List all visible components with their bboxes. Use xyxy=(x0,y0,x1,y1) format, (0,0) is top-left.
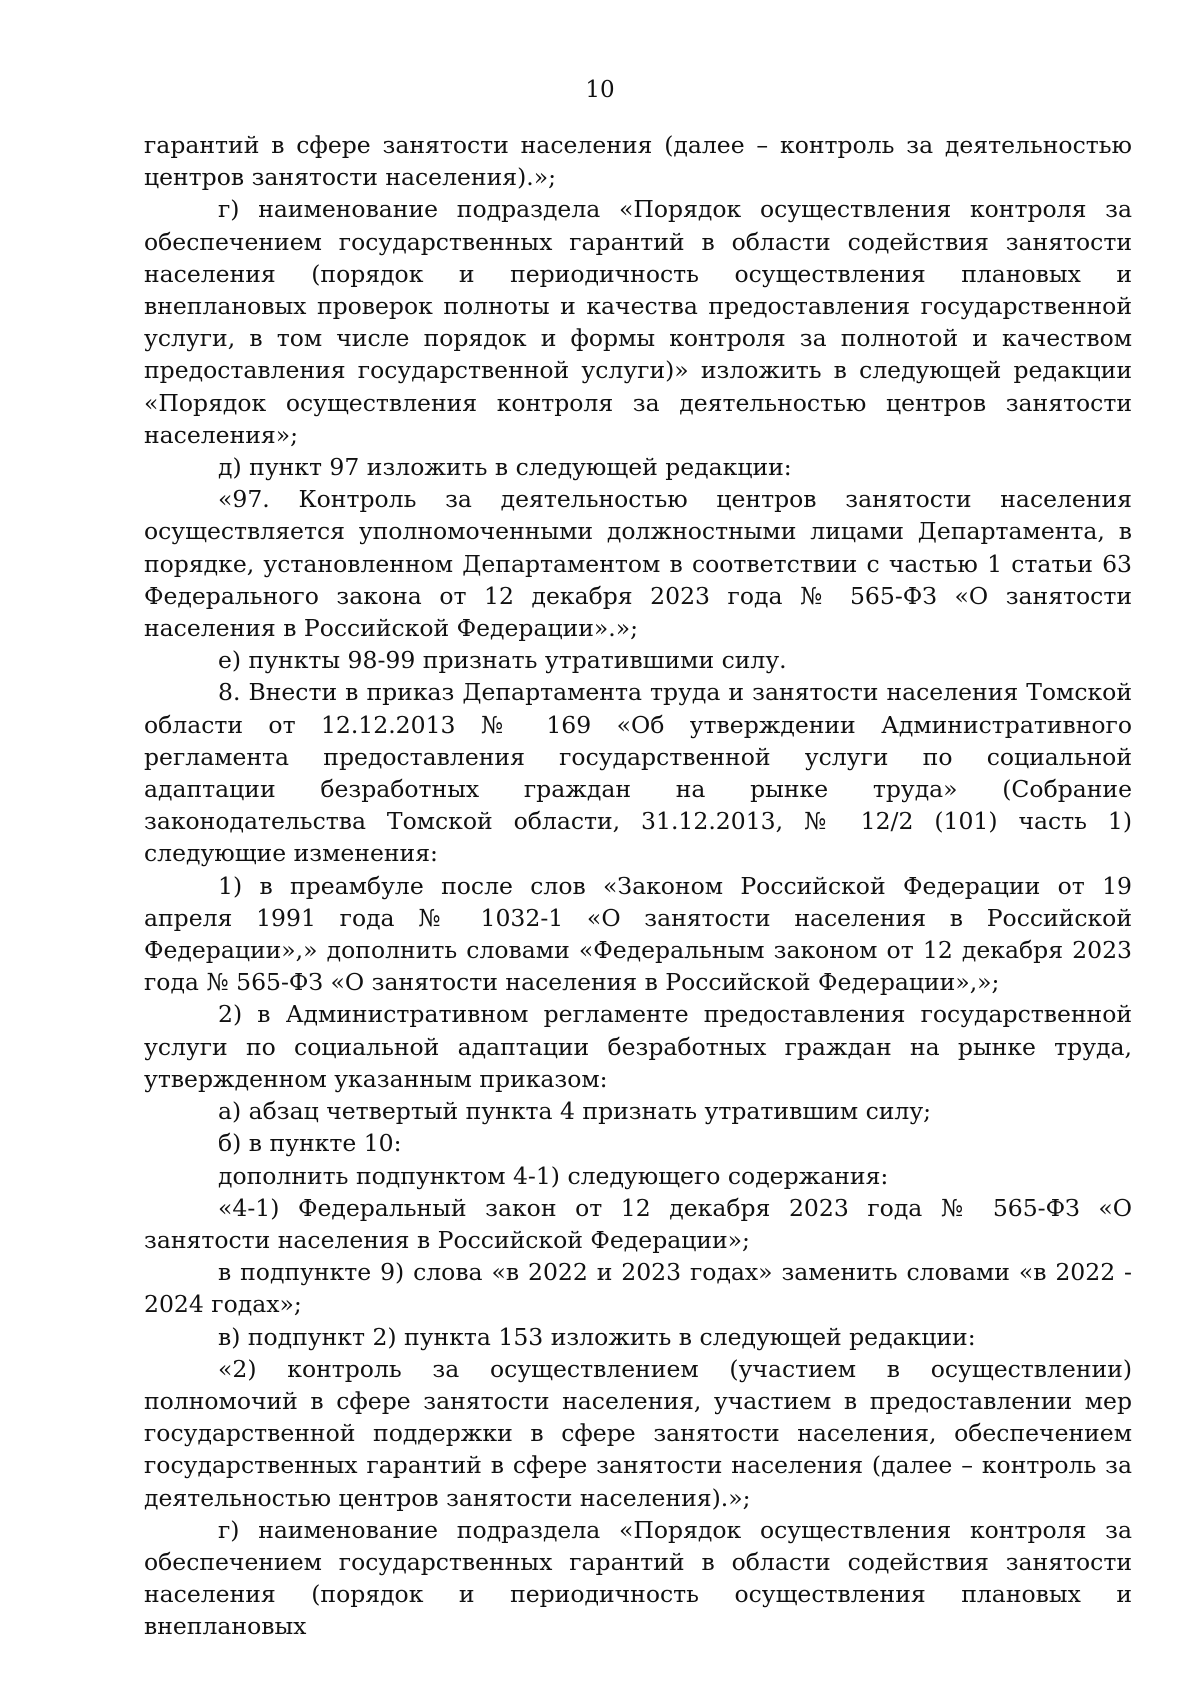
paragraph: а) абзац четвертый пункта 4 признать утратившим силу; xyxy=(218,1097,932,1126)
page-number: 10 xyxy=(585,77,615,103)
paragraph: «2) контроль за осуществлением (участием в осуществлении) полномочий в сфере занятости населения, участием в предоставлении мер государственной поддержки в сфере занятости населения, обеспечением государственных гарантий в сфере занятости населения (далее – контроль за деятельностью центров занятости населения).»; xyxy=(144,1354,1132,1512)
paragraph: г) наименование подраздела «Порядок осуществления контроля за обеспечением государственных гарантий в области содействия занятости населения (порядок и периодичность осуществления плановых и внеплановых проверок полноты и качества предоставления государственной услуги, в том числе порядок и формы контроля за полнотой и качеством предоставления государственной услуги)» изложить в следующей редакции «Порядок осуществления контроля за деятельностью центров занятости населения»; xyxy=(144,195,1132,449)
paragraph: в) подпункт 2) пункта 153 изложить в следующей редакции: xyxy=(218,1322,976,1351)
paragraph: г) наименование подраздела «Порядок осуществления контроля за обеспечением государственных гарантий в области содействия занятости населения (порядок и периодичность осуществления плановых и внеплановых xyxy=(144,1515,1132,1641)
paragraph: «4-1) Федеральный закон от 12 декабря 2023 года № 565-ФЗ «О занятости населения в Российской Федерации»; xyxy=(144,1193,1132,1254)
paragraph: е) пункты 98-99 признать утратившими силу. xyxy=(218,646,787,675)
paragraph: дополнить подпунктом 4-1) следующего содержания: xyxy=(218,1161,889,1190)
paragraph: 1) в преамбуле после слов «Законом Российской Федерации от 19 апреля 1991 года № 1032-1 «О занятости населения в Российской Федерации»,» дополнить словами «Федеральным законом от 12 декабря 2023 года № 565-ФЗ «О занятости населения в Российской Федерации»,»; xyxy=(144,871,1132,997)
paragraph: 2) в Административном регламенте предоставления государственной услуги по социальной адаптации безработных граждан на рынке труда, утвержденном указанным приказом: xyxy=(144,1000,1132,1093)
paragraph: в подпункте 9) слова «в 2022 и 2023 годах» заменить словами «в 2022 - 2024 годах»; xyxy=(144,1258,1132,1319)
paragraph: б) в пункте 10: xyxy=(218,1129,402,1158)
paragraph: д) пункт 97 изложить в следующей редакции: xyxy=(218,453,792,482)
paragraph: гарантий в сфере занятости населения (далее – контроль за деятельностью центров занятости населения).»; xyxy=(144,131,1132,192)
document-body xyxy=(144,129,1132,1643)
paragraph: 8. Внести в приказ Департамента труда и занятости населения Томской области от 12.12.2013 № 169 «Об утверждении Административного регламента предоставления государственной услуги по социальной адаптации безработных граждан на рынке труда» (Собрание законодательства Томской области, 31.12.2013, № 12/2 (101) часть 1) следующие изменения: xyxy=(144,678,1132,868)
paragraph: «97. Контроль за деятельностью центров занятости населения осуществляется уполномоченными должностными лицами Департамента, в порядке, установленном Департаментом в соответствии с частью 1 статьи 63 Федерального закона от 12 декабря 2023 года № 565-ФЗ «О занятости населения в Российской Федерации».»; xyxy=(144,485,1132,643)
